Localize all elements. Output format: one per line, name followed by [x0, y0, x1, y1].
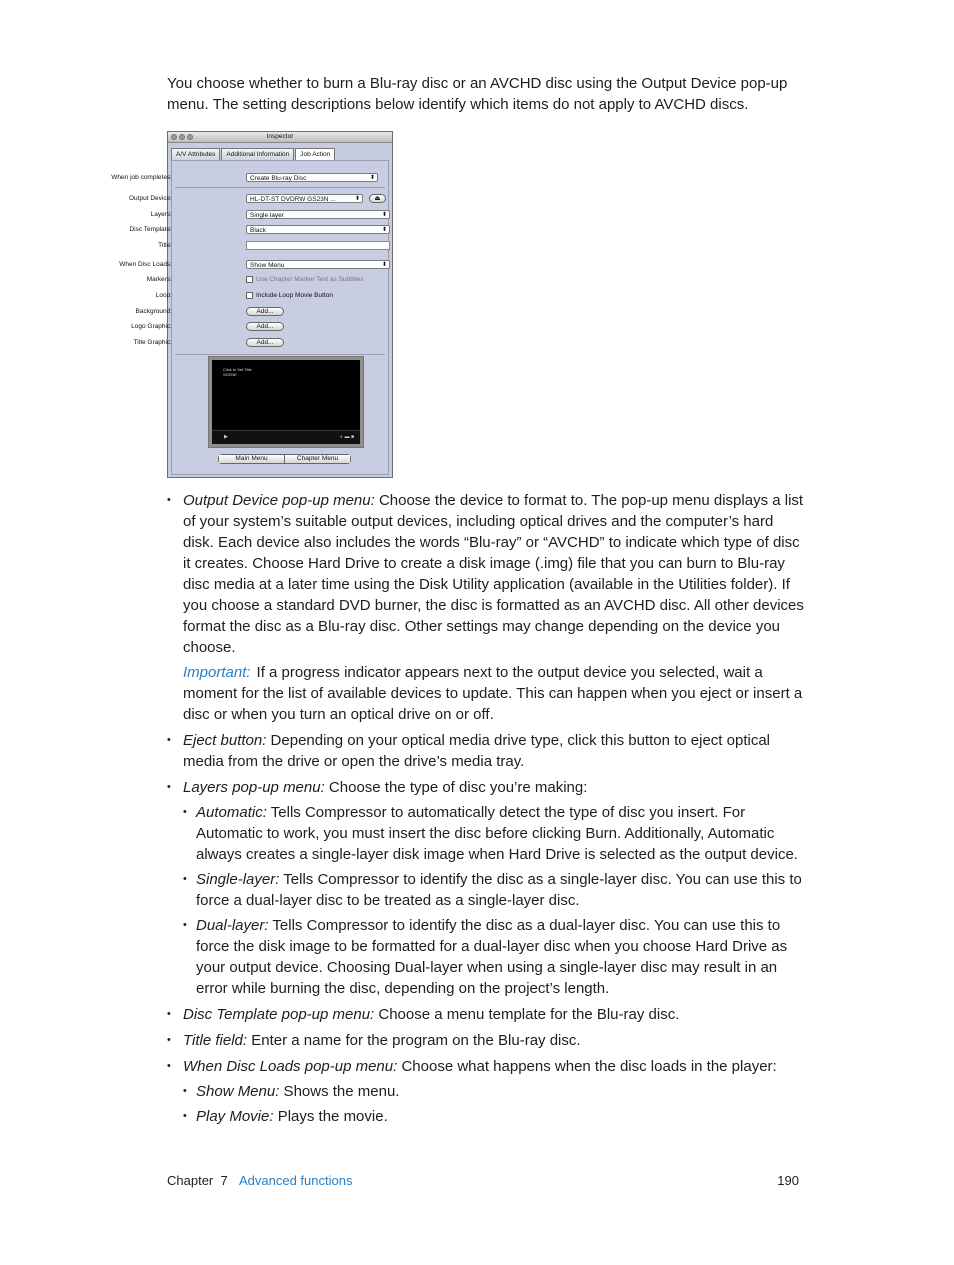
term: Dual-layer: — [196, 917, 269, 934]
popup-arrows-icon: ⬍ — [381, 262, 387, 268]
list-item — [183, 915, 807, 999]
disc-template-popup[interactable] — [246, 225, 390, 234]
disc-template-label: Disc Template: — [129, 226, 172, 233]
list-item — [167, 777, 807, 999]
title-label: Title: — [158, 242, 172, 249]
minimize-icon[interactable] — [179, 134, 185, 140]
description: Choose the type of disc you’re making: — [324, 779, 588, 796]
logo-graphic-label: Logo Graphic: — [131, 323, 172, 330]
list-item — [183, 802, 807, 865]
description: Tells Compressor to automatically detect the type of disc you insert. For Automatic to work, you must insert the disc before clicking Burn. Additionally, Automatic always creates a single-layer disk image when Hard Drive is selected as the output device. — [196, 804, 798, 863]
when-job-completes-label: When job completes: — [111, 174, 172, 181]
title-field[interactable] — [246, 241, 390, 250]
inspector-titlebar — [168, 132, 392, 143]
description: Choose a menu template for the Blu-ray disc. — [374, 1006, 680, 1023]
intro-paragraph: You choose whether to burn a Blu-ray disc or an AVCHD disc using the Output Device pop-up menu. The setting descriptions below identify which items do not apply to AVCHD discs. — [167, 75, 788, 113]
popup-arrows-icon: ⬍ — [381, 212, 387, 218]
important-note — [183, 662, 807, 725]
when-disc-loads-label: When Disc Loads: — [119, 261, 172, 268]
term: Title field: — [183, 1032, 248, 1049]
chapter-menu-segment[interactable]: Chapter Menu — [284, 455, 350, 463]
description: Plays the movie. — [273, 1108, 388, 1125]
output-device-popup[interactable] — [246, 194, 363, 203]
description: Tells Compressor to identify the disc as a dual-layer disc. You can use this to force the disk image to be formatted for a dual-layer disc when you choose Hard Drive as your output device. Choosing Dual-layer when using a single-layer disc may result in an error while burning the disc, depending on the project’s length. — [196, 917, 788, 997]
window-controls — [171, 134, 193, 140]
popup-arrows-icon: ⬍ — [369, 175, 375, 181]
term: Single-layer: — [196, 871, 280, 888]
layers-sublist — [183, 802, 807, 999]
job-action-panel — [111, 160, 389, 475]
divider — [175, 354, 385, 355]
markers-checkbox[interactable] — [246, 276, 253, 283]
description: Depending on your optical media drive type, click this button to eject optical media from the drive or open the drive’s media tray. — [183, 732, 771, 770]
preview-screen[interactable] — [212, 360, 360, 444]
settings-list — [167, 490, 807, 1132]
important-label: Important: — [183, 664, 251, 681]
output-device-value: HL-DT-ST DVDRW GS23N ... — [250, 196, 336, 203]
when-disc-loads-popup[interactable] — [246, 260, 390, 269]
zoom-icon[interactable] — [187, 134, 193, 140]
title-graphic-add-button[interactable]: Add... — [246, 338, 284, 347]
tab-av-attributes[interactable]: A/V Attributes — [171, 148, 220, 161]
section-link[interactable]: Advanced functions — [239, 1173, 353, 1188]
list-item — [183, 1081, 807, 1102]
list-item — [183, 869, 807, 911]
loop-checkbox[interactable] — [246, 292, 253, 299]
description: Tells Compressor to identify the disc as a single-layer disc. You can use this to force a dual-layer disc to be treated as a single-layer disc. — [196, 871, 802, 909]
important-text: If a progress indicator appears next to the output device you selected, wait a moment for the list of available devices to update. This can happen when you eject or insert a disc or when you turn an optical drive on or off. — [183, 664, 803, 723]
loop-label: Loop: — [155, 292, 172, 299]
tab-job-action[interactable]: Job Action — [295, 148, 335, 161]
background-label: Background: — [135, 308, 172, 315]
description: Choose the device to format to. The pop-up menu displays a list of your system’s suitable output devices, including optical drives and the computer’s hard disk. Each device also includes the words “Blu-ray” or “AVCHD” to indicate which type of disc it creates. Choose Hard Drive to create a disk image (.img) file that you can burn to Blu-ray disc media at a later time using the Disk Utility application (available in the Utilities folder). If you choose a standard DVD burner, the disc is formatted as an AVCHD disc. All other devices format the disc as a Blu-ray disc. Other settings may change depending on the device you choose. — [183, 492, 804, 656]
menu-segmented-control — [218, 454, 351, 464]
output-device-label: Output Device: — [129, 195, 172, 202]
play-icon[interactable]: ▶ — [224, 434, 228, 440]
when-job-completes-value: Create Blu-ray Disc — [250, 175, 307, 182]
disc-loads-sublist — [183, 1081, 807, 1127]
markers-checkbox-label: Use Chapter Marker Text as Subtitles — [256, 276, 364, 283]
title-graphic-label: Title Graphic: — [133, 339, 172, 346]
list-item — [167, 1030, 807, 1051]
markers-label: Markers: — [146, 276, 172, 283]
disc-template-value: Black — [250, 227, 266, 234]
eject-button[interactable] — [369, 194, 386, 203]
term: Eject button: — [183, 732, 267, 749]
menu-preview — [208, 356, 364, 448]
term: Layers pop-up menu: — [183, 779, 325, 796]
layers-label: Layers: — [150, 211, 172, 218]
chapter-label: Chapter 7 — [167, 1173, 228, 1188]
eject-icon: ⏏ — [374, 195, 381, 202]
preview-title-text: Click to Set Title SCENE — [223, 367, 252, 377]
list-item — [167, 1056, 807, 1127]
close-icon[interactable] — [171, 134, 177, 140]
page-number: 190 — [777, 1173, 799, 1188]
description: Enter a name for the program on the Blu-ray disc. — [247, 1032, 581, 1049]
background-add-button[interactable]: Add... — [246, 307, 284, 316]
preview-controls — [212, 430, 360, 444]
logo-graphic-add-button[interactable]: Add... — [246, 322, 284, 331]
list-item — [167, 1004, 807, 1025]
description: Choose what happens when the disc loads in the player: — [397, 1058, 777, 1075]
term: When Disc Loads pop-up menu: — [183, 1058, 398, 1075]
term: Output Device pop-up menu: — [183, 492, 375, 509]
when-job-completes-popup[interactable] — [246, 173, 378, 182]
inspector-screenshot — [111, 131, 393, 478]
main-menu-segment[interactable]: Main Menu — [219, 455, 284, 463]
description: Shows the menu. — [279, 1083, 400, 1100]
list-item — [167, 730, 807, 772]
popup-arrows-icon: ⬍ — [354, 196, 360, 202]
divider — [175, 187, 385, 188]
term: Show Menu: — [196, 1083, 280, 1100]
layers-value: Single layer — [250, 212, 284, 219]
list-item — [167, 490, 807, 725]
term: Disc Template pop-up menu: — [183, 1006, 375, 1023]
player-controls-icons: ◐ ▬ ■ — [340, 434, 354, 440]
loop-checkbox-label: Include Loop Movie Button — [256, 292, 333, 299]
layers-popup[interactable] — [246, 210, 390, 219]
list-item — [183, 1106, 807, 1127]
when-disc-loads-value: Show Menu — [250, 262, 285, 269]
term: Play Movie: — [196, 1108, 274, 1125]
tab-additional-information[interactable]: Additional Information — [221, 148, 294, 161]
popup-arrows-icon: ⬍ — [381, 227, 387, 233]
term: Automatic: — [196, 804, 267, 821]
inspector-title: Inspector — [266, 133, 294, 140]
